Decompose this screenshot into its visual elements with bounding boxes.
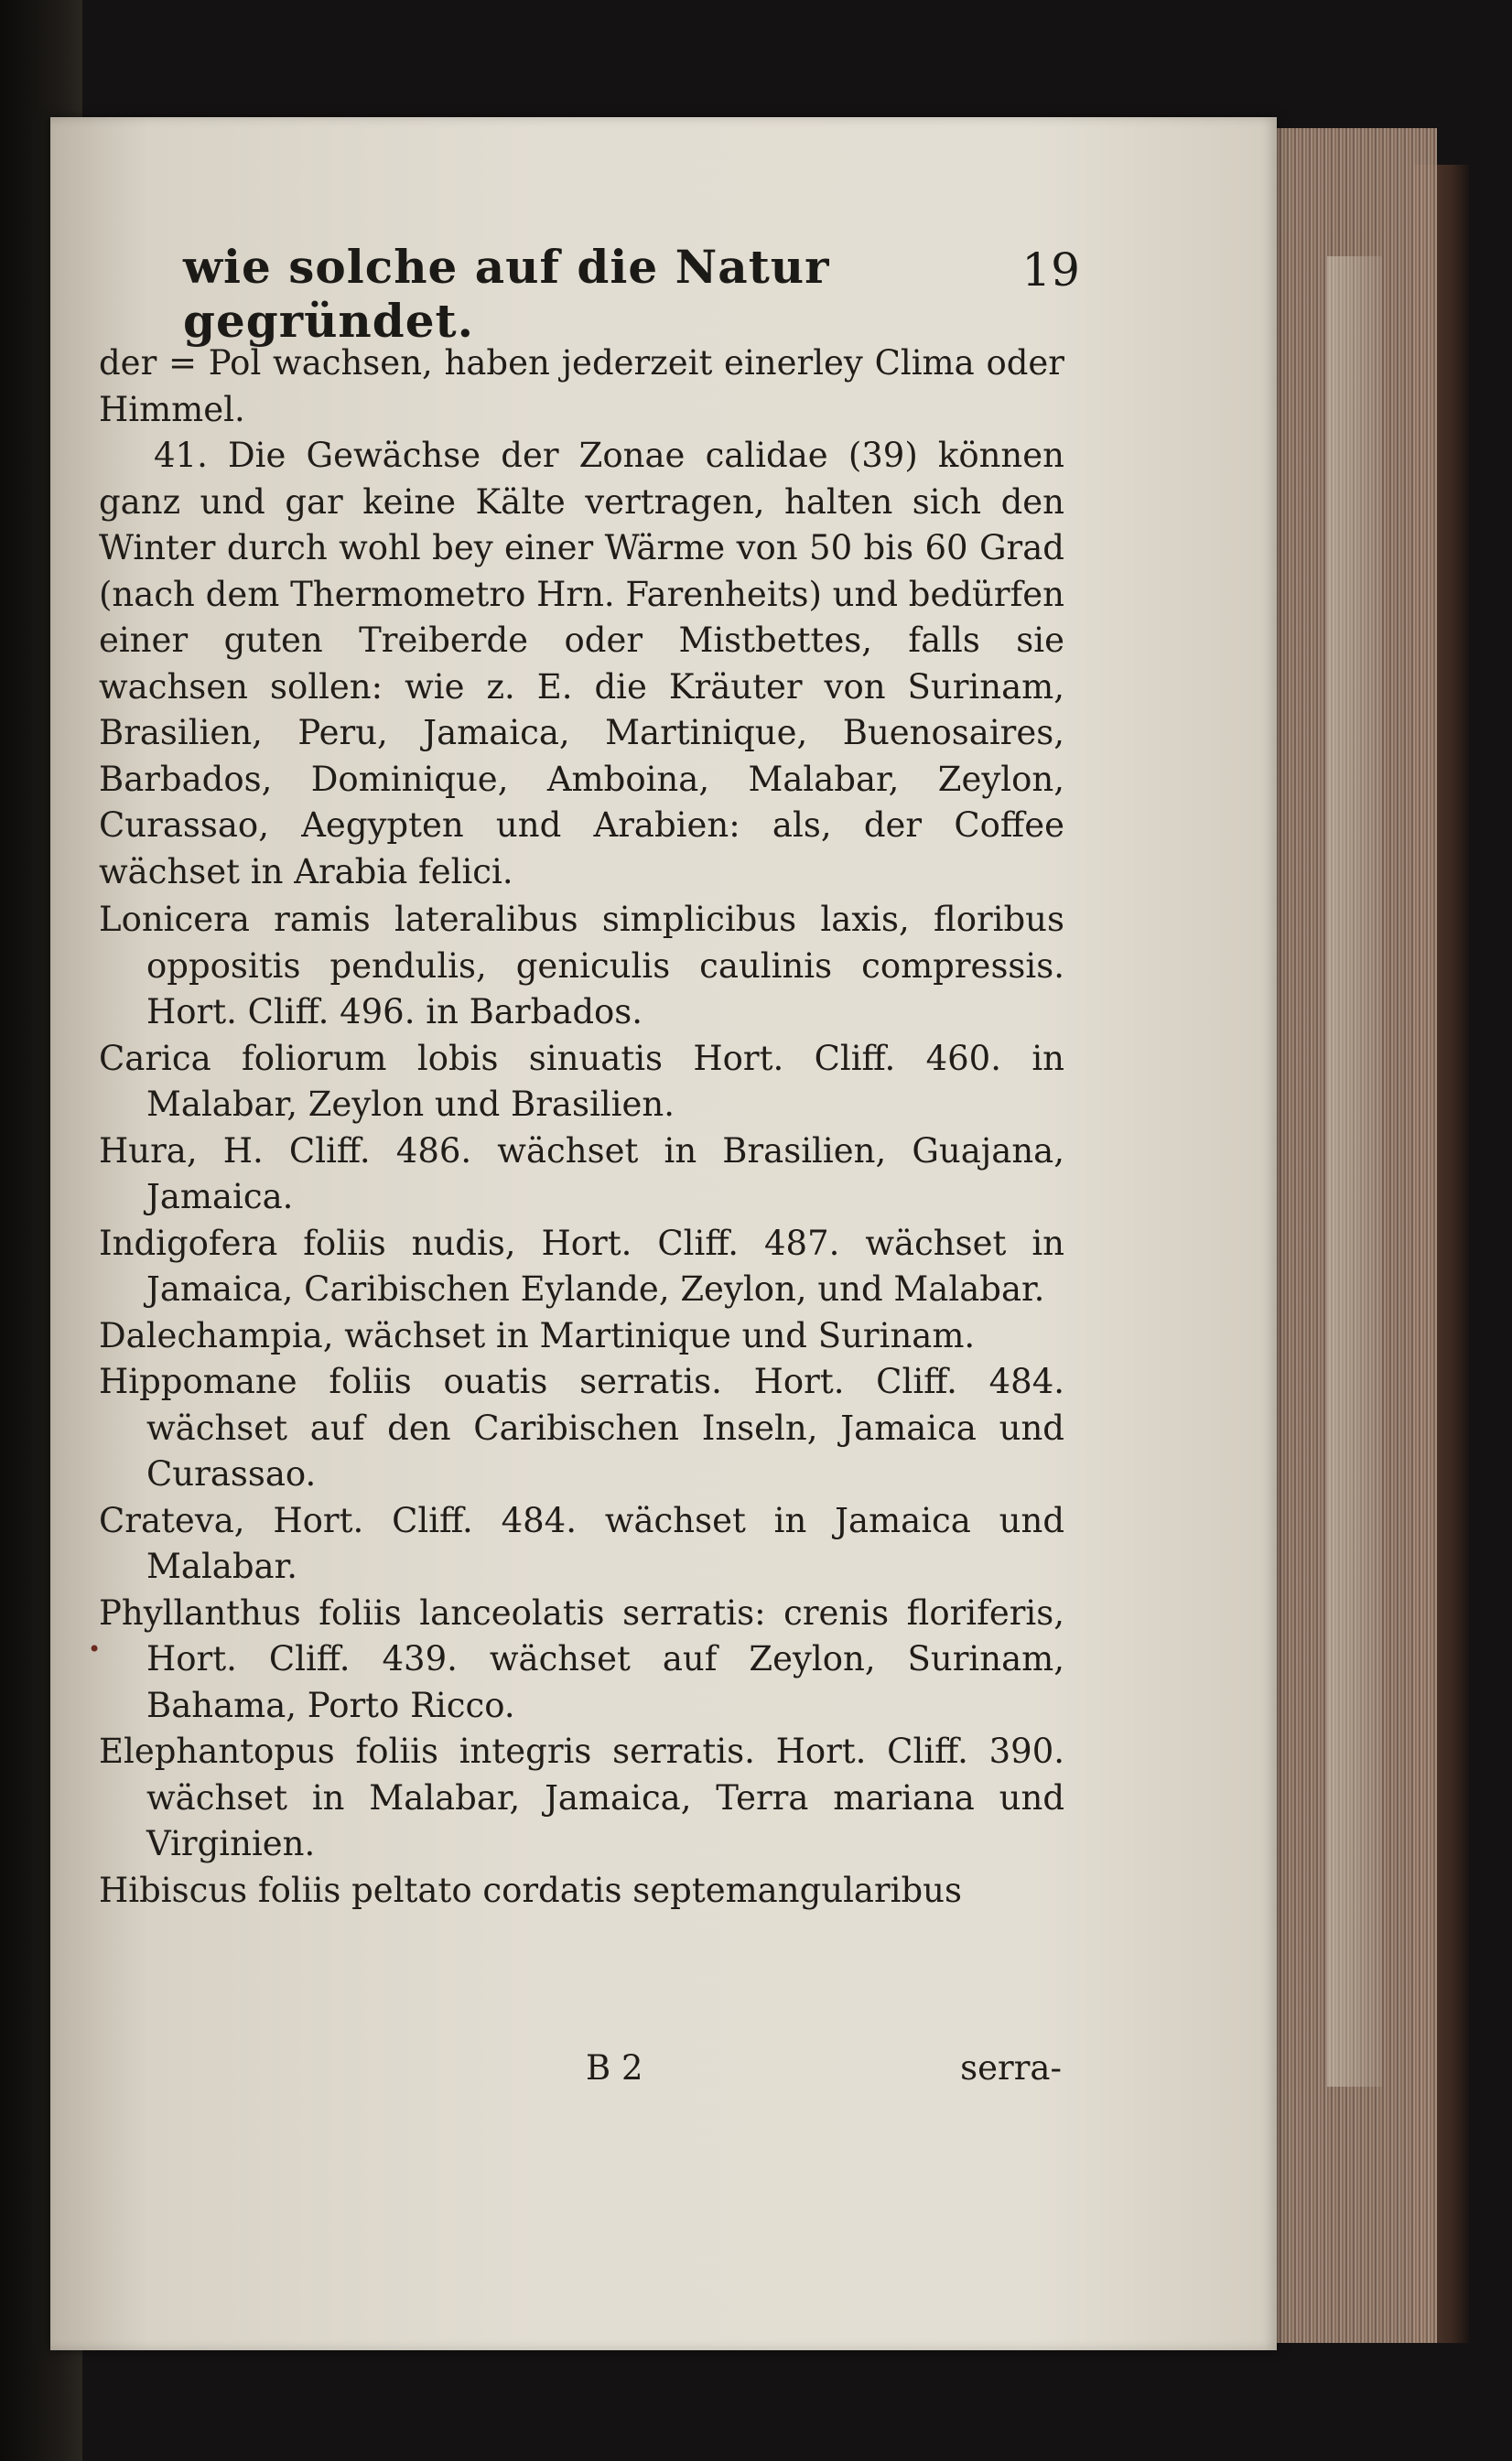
catchword: serra- bbox=[960, 2048, 1062, 2088]
body-text bbox=[99, 340, 1064, 1914]
plant-entry-lonicera: Lonicera ramis lateralibus simplicibus laxis, floribus oppositis pendulis, geniculis caulinis compressis. Hort. Cliff. 496. in Barbados. bbox=[99, 900, 1064, 1031]
plant-entry-crateva: Crateva, Hort. Cliff. 484. wächset in Jamaica und Malabar. bbox=[99, 1500, 1064, 1586]
plant-entry-dalechampia: Dalechampia, wächset in Martinique und Surinam. bbox=[99, 1315, 976, 1355]
plant-entry-hippomane: Hippomane foliis ouatis serratis. Hort. Cliff. 484. wächset auf den Caribischen Inseln, Jamaica und Curassao. bbox=[99, 1362, 1064, 1494]
page-number: 19 bbox=[1021, 243, 1080, 297]
ink-speck: • bbox=[88, 1636, 102, 1662]
running-title: wie solche auf die Natur gegründet. bbox=[183, 240, 830, 348]
page-fore-edge bbox=[1277, 128, 1437, 2343]
paragraph-41: 41. Die Gewächse der Zonae calidae (39) können ganz und gar keine Kälte vertragen, halten sich den Winter durch wohl bey einer Wärme von 50 bis 60 Grad (nach dem Thermometro Hrn. Farenheits) und bedürfen einer guten Treiberde oder Mistbettes, falls sie wachsen sollen: wie z. E. die Kräuter von Surinam, Brasilien, Peru, Jamaica, Martinique, Buenosaires, Barbados, Dominique, Amboina, Malabar, Zeylon, Curassao, Aegypten und Arabien: als, der Coffee wächset in Arabia felici. bbox=[99, 436, 1064, 891]
plant-entry-carica: Carica foliorum lobis sinuatis Hort. Cliff. 460. in Malabar, Zeylon und Brasilien. bbox=[99, 1038, 1064, 1124]
plant-entry-phyllanthus: Phyllanthus foliis lanceolatis serratis: crenis floriferis, Hort. Cliff. 439. wächset auf Zeylon, Surinam, Bahama, Porto Ricco. bbox=[99, 1592, 1064, 1725]
page-header bbox=[183, 240, 1080, 348]
paragraph-continuation: der = Pol wachsen, haben jederzeit einerley Clima oder Himmel. bbox=[99, 343, 1064, 429]
plant-entry-indigofera: Indigofera foliis nudis, Hort. Cliff. 487. wächset in Jamaica, Caribischen Eylande, Zeylon, und Malabar. bbox=[99, 1223, 1064, 1309]
page-footer bbox=[183, 2048, 1062, 2103]
signature-mark: B 2 bbox=[586, 2048, 643, 2088]
plant-entry-elephantopus: Elephantopus foliis integris serratis. Hort. Cliff. 390. wächset in Malabar, Jamaica, Terra mariana und Virginien. bbox=[99, 1732, 1064, 1863]
plant-entry-hibiscus: Hibiscus foliis peltato cordatis septemangularibus bbox=[99, 1870, 962, 1910]
plant-entry-hura: Hura, H. Cliff. 486. wächset in Brasilien, Guajana, Jamaica. bbox=[99, 1130, 1064, 1216]
